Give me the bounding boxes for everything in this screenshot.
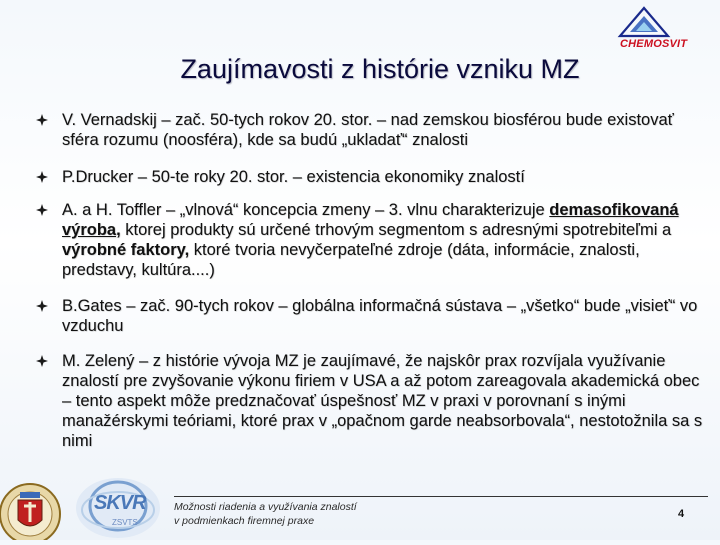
bullet-text-part: M. Zelený – z histórie vývoja MZ je zaujímavé, že najskôr prax rozvíjala využívanie znalostí pre zvyšovanie výkonu firiem v USA a až potom zareagovala akademická obec – tento aspekt môže predznačovať úspešnosť MZ v praxi v porovnaní s inými manažérskymi teóriami, ktoré prax v „opačnom garde neabsorbovala“, nestotožnila sa s nimi [62,352,703,450]
bullet-text [62,296,704,336]
bullet-item [34,351,704,451]
skvr-logo-text: SKVR [94,492,146,514]
bullet-item [34,110,704,150]
diamond-bullet-icon [34,353,50,369]
bullet-text-part: ktorej produkty sú určené trhovým segmentom s adresnými spotrebiteľmi a [120,221,672,239]
bullet-text-part: A. a H. Toffler – „vlnová“ koncepcia zmeny – 3. vlnu charakterizuje [62,201,550,219]
bullet-item [34,200,704,280]
footer-divider [174,496,708,497]
crest-icon [0,470,62,540]
diamond-bullet-icon [34,112,50,128]
bullet-text-emphasis: výrobné faktory, [62,241,190,259]
bullet-text-part: B.Gates – zač. 90-tych rokov – globálna informačná sústava – „všetko“ bude „visieť“ vo vzduchu [62,297,698,335]
footer-line-1: Možnosti riadenia a využívania znalostí [174,501,357,513]
bullet-text-part: ktoré tvoria nevyčerpateľné zdroje (dáta, informácie, znalosti, predstavy, kultúra....) [62,241,640,279]
diamond-bullet-icon [34,298,50,314]
bullet-item [34,167,704,187]
bullet-text-part: P.Drucker – 50-te roky 20. stor. – existencia ekonomiky znalostí [62,168,525,186]
skvr-logo-subtext: ZSVTS [112,518,138,527]
title-area [0,0,720,100]
bullet-text-part: V. Vernadskij – zač. 50-tych rokov 20. stor. – nad zemskou biosférou bude existovať sféra rozumu (noosféra), kde sa budú „ukladať“ znalosti [62,111,674,149]
diamond-bullet-icon [34,169,50,185]
bullet-text [62,351,704,451]
logo-text: CHEMOSVIT [620,38,688,50]
slide-title: Zaujímavosti z histórie vzniku MZ [180,54,580,84]
bullet-text-emphasis: demasofikovaná výroba, [62,201,679,239]
bullet-text [62,200,704,280]
bullet-text [62,167,704,187]
footer-caption [174,500,414,528]
footer-line-2: v podmienkach firemnej praxe [174,515,315,527]
bullet-text [62,110,704,150]
university-crest [0,470,62,540]
skvr-logo [72,470,164,540]
page-number: 4 [677,508,685,520]
diamond-bullet-icon [34,202,50,218]
bullet-item [34,296,704,336]
